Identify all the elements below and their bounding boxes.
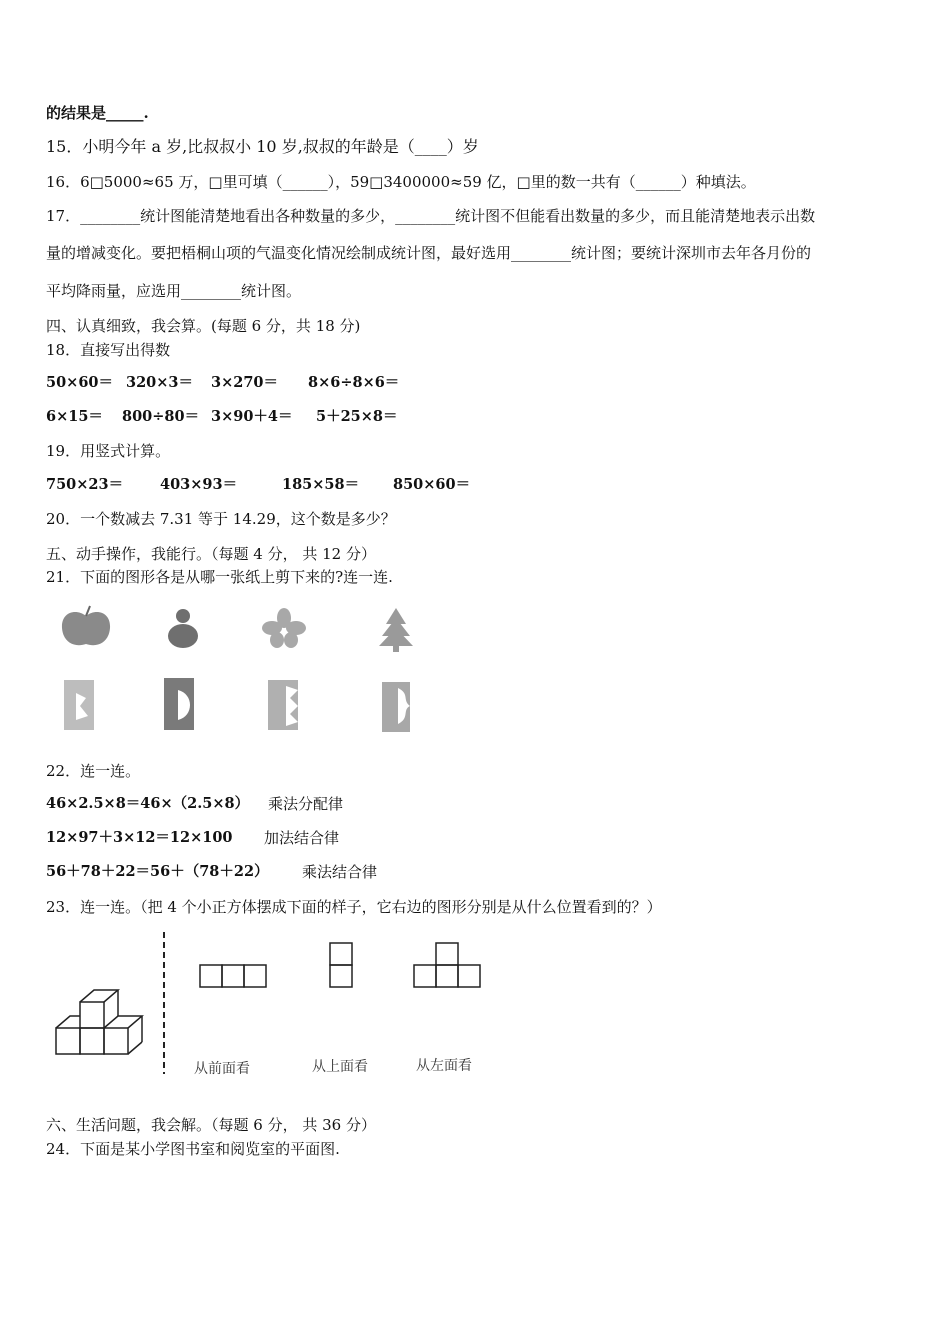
- law-expression: 12×97＋3×12＝12×100: [46, 829, 233, 846]
- question-22-title: 22．连一连。: [46, 762, 141, 780]
- paper-sheet: [268, 680, 298, 730]
- law-name: 乘法分配律: [268, 795, 344, 813]
- law-expression: 56＋78＋22＝56＋（78＋22）: [46, 863, 269, 880]
- vertical-calc-item: 403×93＝: [160, 476, 238, 493]
- calc-item: 6×15＝: [46, 408, 103, 425]
- question-20: 20．一个数减去 7.31 等于 14.29，这个数是多少？: [46, 510, 396, 528]
- front-view-shape: [200, 965, 266, 987]
- calc-item: 5＋25×8＝: [316, 408, 398, 425]
- paper-sheet: [382, 682, 410, 732]
- question-19-title: 19．用竖式计算。: [46, 442, 171, 460]
- calc-item: 320×3＝: [126, 374, 194, 391]
- question-17-line1: 17．________统计图能清楚地看出各种数量的多少，________统计图不但能看出数量的多少，而且能清楚地表示出数: [46, 207, 816, 225]
- top-view-shape: [330, 943, 352, 987]
- calc-item: 800÷80＝: [122, 408, 200, 425]
- question-17-line3: 平均降雨量，应选用________统计图。: [46, 282, 302, 300]
- vertical-calc-item: 750×23＝: [46, 476, 124, 493]
- cutout-shapes-figure: [46, 598, 446, 743]
- left-view-shape: [414, 943, 480, 987]
- tree-shape: [379, 608, 413, 652]
- view-caption: 从左面看: [416, 1058, 472, 1074]
- cube-stack: [56, 990, 142, 1054]
- paper-sheet: [164, 678, 194, 730]
- section-5-heading: 五、动手操作，我能行。（每题 4 分， 共 12 分）: [46, 545, 376, 563]
- calc-item: 3×90＋4＝: [211, 408, 293, 425]
- q14-tail: 的结果是_____.: [46, 104, 149, 122]
- question-15: 15．小明今年 a 岁,比叔叔小 10 岁,叔叔的年龄是（____）岁: [46, 137, 479, 156]
- question-24: 24．下面是某小学图书室和阅览室的平面图.: [46, 1140, 340, 1158]
- law-expression: 46×2.5×8＝46×（2.5×8）: [46, 795, 250, 812]
- calc-item: 3×270＝: [211, 374, 279, 391]
- gourd-shape: [168, 609, 198, 648]
- question-21-title: 21．下面的图形各是从哪一张纸上剪下来的?连一连.: [46, 568, 393, 586]
- question-16: 16．6□5000≈65 万，□里可填（______），59□3400000≈59 亿，□里的数一共有（______）种填法。: [46, 173, 756, 191]
- paper-sheet: [64, 680, 94, 730]
- question-18-title: 18．直接写出得数: [46, 341, 171, 359]
- flower-shape: [262, 608, 306, 648]
- section-4-heading: 四、认真细致，我会算。(每题 6 分，共 18 分): [46, 317, 361, 335]
- question-23-title: 23．连一连。（把 4 个小正方体摆成下面的样子，它右边的图形分别是从什么位置看到的？）: [46, 898, 662, 916]
- apple-shape: [62, 606, 110, 645]
- vertical-calc-item: 850×60＝: [393, 476, 471, 493]
- view-caption: 从上面看: [312, 1059, 368, 1075]
- law-name: 加法结合律: [264, 829, 340, 847]
- view-caption: 从前面看: [194, 1061, 250, 1077]
- vertical-calc-item: 185×58＝: [282, 476, 360, 493]
- calc-item: 8×6÷8×6＝: [308, 374, 400, 391]
- law-name: 乘法结合律: [302, 863, 378, 881]
- calc-item: 50×60＝: [46, 374, 114, 391]
- question-17-line2: 量的增减变化。要把梧桐山项的气温变化情况绘制成统计图，最好选用________统计图；要统计深圳市去年各月份的: [46, 244, 812, 262]
- section-6-heading: 六、生活问题，我会解。（每题 6 分， 共 36 分）: [46, 1116, 376, 1134]
